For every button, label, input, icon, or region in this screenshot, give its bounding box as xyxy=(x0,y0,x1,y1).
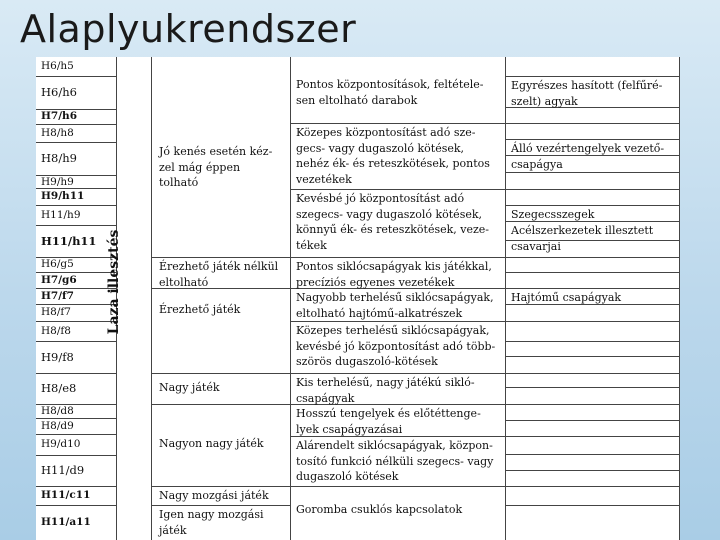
grid-line xyxy=(290,189,505,190)
grid-line xyxy=(36,434,116,435)
grid-line xyxy=(36,505,116,506)
fit-cell: H11/c11 xyxy=(41,489,91,501)
grid-line xyxy=(505,470,679,471)
grid-line xyxy=(679,57,680,540)
grid-line xyxy=(505,436,679,437)
grid-line xyxy=(290,123,505,124)
character-cell: Igen nagy mozgási játék xyxy=(159,508,264,537)
feature-cell: Pontos központosítások, feltétele- sen eltolható darabok xyxy=(296,78,484,107)
character-cell: Érezhető játék nélkül eltolható xyxy=(159,260,279,289)
character-cell: Nagy játék xyxy=(159,381,220,394)
grid-line xyxy=(290,486,505,487)
grid-line xyxy=(505,454,679,455)
feature-cell: Alárendelt siklócsapágyak, közpon- tosító funkció nélküli szegecs- vagy dugaszoló kötések xyxy=(296,439,494,483)
grid-line xyxy=(505,288,679,289)
fit-cell: H6/h5 xyxy=(41,60,74,72)
grid-line xyxy=(505,321,679,322)
grid-line xyxy=(36,373,116,374)
fit-cell: H11/h11 xyxy=(41,233,97,248)
feature-cell: Pontos siklócsapágyak kis játékkal, precíziós egyenes vezetékek xyxy=(296,260,492,289)
grid-line xyxy=(505,373,679,374)
fit-cell: H9/h9 xyxy=(41,176,74,188)
character-cell: Nagyon nagy játék xyxy=(159,437,264,450)
grid-line xyxy=(505,76,679,77)
grid-line xyxy=(290,373,505,374)
grid-line xyxy=(505,387,679,388)
fit-cell: H11/d9 xyxy=(41,463,85,477)
example-cell: Egyrészes hasított (felfűré- szelt) agyak xyxy=(511,79,663,108)
grid-line xyxy=(505,57,506,540)
grid-line xyxy=(151,57,152,540)
grid-line xyxy=(505,172,679,173)
fit-cell: H8/f7 xyxy=(41,306,71,318)
fit-cell: H9/f8 xyxy=(41,349,74,364)
grid-line xyxy=(505,205,679,206)
feature-cell: Kis terhelésű, nagy játékú sikló- csapágyak xyxy=(296,376,475,405)
grid-line xyxy=(505,272,679,273)
fit-cell: H7/f7 xyxy=(41,289,74,302)
grid-line xyxy=(290,321,505,322)
grid-line xyxy=(505,356,679,357)
grid-line xyxy=(151,404,290,405)
grid-line xyxy=(505,123,679,124)
fit-cell: H9/h11 xyxy=(41,190,85,202)
feature-cell: Közepes központosítást adó sze- gecs- vagy dugaszoló kötések, nehéz ék- és reteszkötések, pontos vezetékek xyxy=(296,126,490,186)
grid-line xyxy=(505,486,679,487)
grid-line xyxy=(505,341,679,342)
vertical-category-label: Laza illesztés xyxy=(106,229,122,335)
feature-cell: Kevésbé jó központosítást adó szegecs- vagy dugaszoló kötések, könnyű ék- és reteszkötések, veze- tékek xyxy=(296,192,490,252)
feature-cell: Nagyobb terhelésű siklócsapágyak, eltolható hajtómű-alkatrészek xyxy=(296,291,494,320)
feature-cell: Közepes terhelésű siklócsapágyak, kevésbé jó központosítást adó több- szörös dugaszoló-kötések xyxy=(296,324,496,368)
grid-line xyxy=(151,505,290,506)
grid-line xyxy=(151,486,290,487)
fit-cell: H8/d8 xyxy=(41,405,74,417)
grid-line xyxy=(36,76,116,77)
example-cell: Szegecsszegek xyxy=(511,208,595,221)
grid-line xyxy=(36,486,116,487)
character-cell: Jó kenés esetén kéz- zel mág éppen tolható xyxy=(159,145,273,189)
grid-line xyxy=(505,139,679,140)
fit-table xyxy=(36,57,680,540)
fit-cell: H9/d10 xyxy=(41,438,81,450)
feature-cell: Hosszú tengelyek és előtéttenge- lyek csapágyazásai xyxy=(296,407,481,436)
grid-line xyxy=(290,57,291,540)
character-cell: Érezhető játék xyxy=(159,303,241,316)
grid-line xyxy=(505,420,679,421)
grid-line xyxy=(36,205,116,206)
feature-cell: Goromba csuklós kapcsolatok xyxy=(296,503,463,516)
fit-cell: H8/f8 xyxy=(41,324,71,337)
grid-line xyxy=(290,257,505,258)
character-cell: Nagy mozgási játék xyxy=(159,489,269,502)
fit-cell: H7/h6 xyxy=(41,110,78,122)
fit-cell: H7/g6 xyxy=(41,273,77,286)
fit-cell: H8/h9 xyxy=(41,151,77,165)
grid-line xyxy=(36,341,116,342)
grid-line xyxy=(36,455,116,456)
grid-line xyxy=(151,373,290,374)
fit-cell: H6/h6 xyxy=(41,85,77,99)
fit-cell: H11/a11 xyxy=(41,516,91,528)
grid-line xyxy=(36,142,116,143)
grid-line xyxy=(505,257,679,258)
example-cell: Álló vezértengelyek vezető- csapágya xyxy=(511,142,665,171)
slide-title: Alaplyukrendszer xyxy=(20,7,357,51)
fit-cell: H8/d9 xyxy=(41,419,74,432)
example-cell: Acélszerkezetek illesztett csavarjai xyxy=(511,224,654,253)
fit-cell: H6/g5 xyxy=(41,258,74,270)
grid-line xyxy=(505,505,679,506)
example-cell: Hajtómű csapágyak xyxy=(511,291,622,304)
grid-line xyxy=(36,321,116,322)
fit-cell: H8/h8 xyxy=(41,126,74,139)
grid-line xyxy=(505,404,679,405)
fit-cell: H8/e8 xyxy=(41,381,77,395)
grid-line xyxy=(505,189,679,190)
fit-cell: H11/h9 xyxy=(41,208,81,221)
grid-line xyxy=(151,257,290,258)
grid-line xyxy=(36,225,116,226)
